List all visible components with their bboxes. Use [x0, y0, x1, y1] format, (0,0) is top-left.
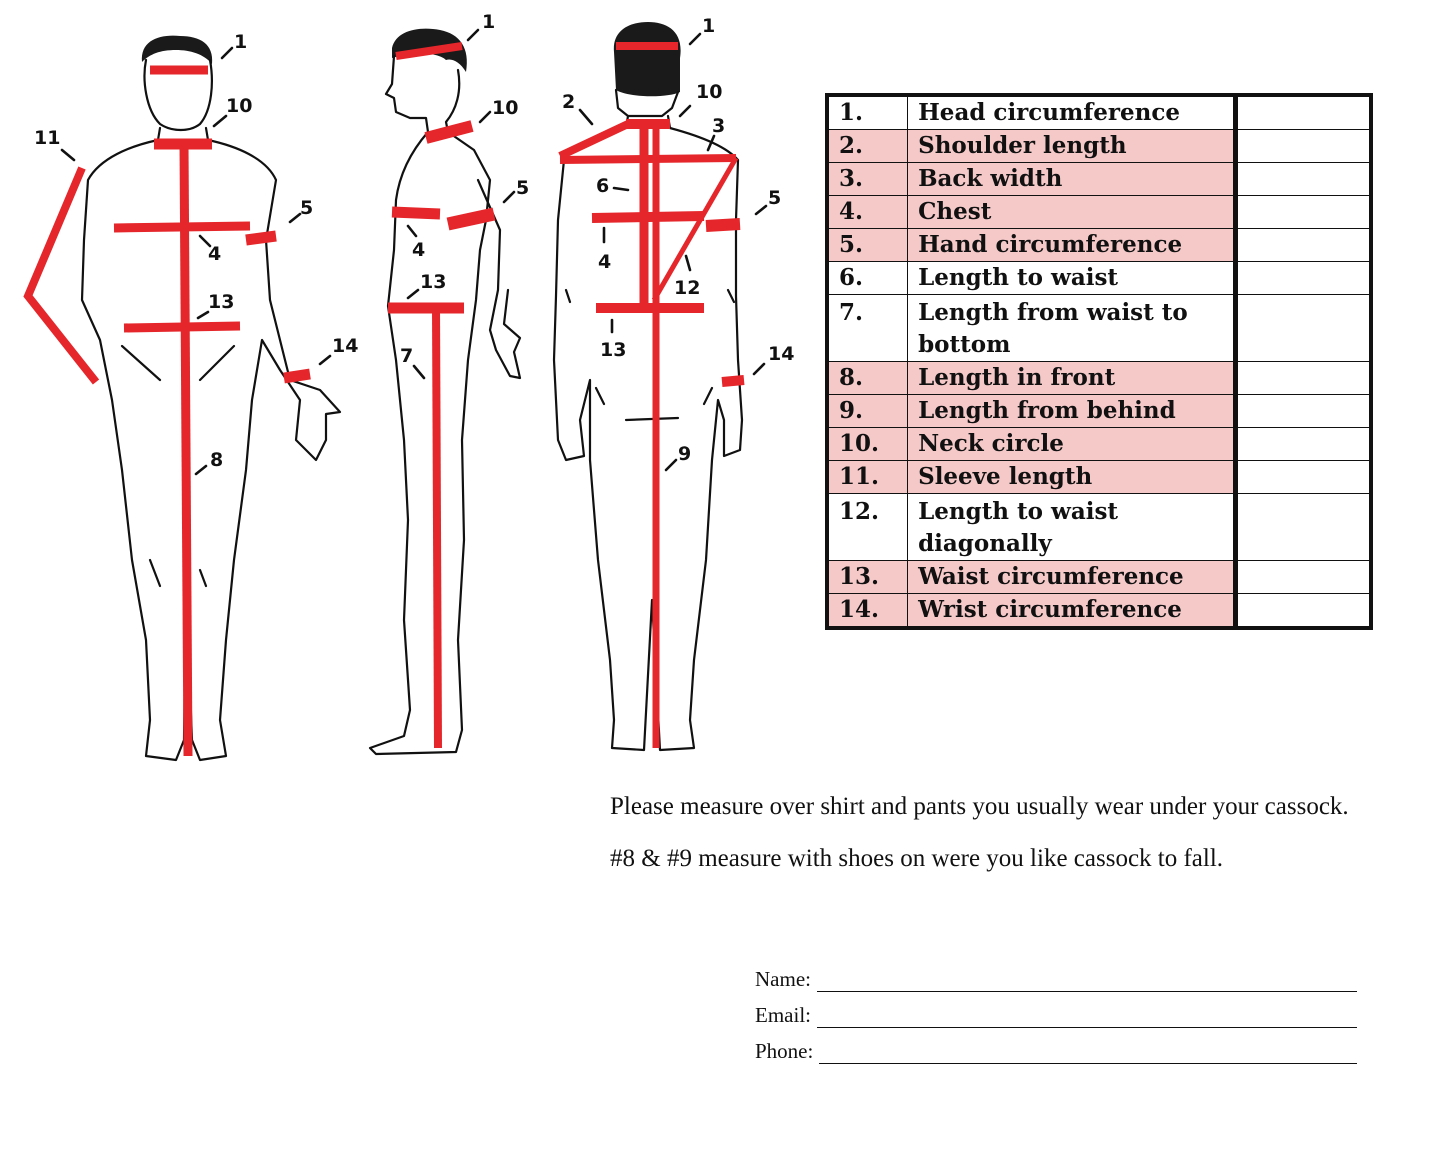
row-label: Sleeve length [908, 461, 1236, 494]
row-label: Length to waist [908, 262, 1236, 295]
row-label: Head circumference [908, 95, 1236, 130]
row-value-cell[interactable] [1236, 130, 1371, 163]
measurement-table [825, 93, 1373, 630]
callout-label: 1 [234, 31, 248, 53]
body-diagrams [0, 0, 810, 780]
table-row [827, 461, 1371, 494]
callout-label: 4 [598, 251, 612, 273]
row-number: 11. [827, 461, 908, 494]
name-label: Name: [755, 967, 811, 991]
phone-field[interactable] [819, 1045, 1357, 1064]
callout-label: 1 [702, 15, 716, 37]
front-tape-hand [246, 236, 276, 240]
instruction-over-clothes: Please measure over shirt and pants you usually wear under your cassock. [610, 793, 1349, 820]
back-hair [614, 22, 681, 96]
row-value-cell[interactable] [1236, 428, 1371, 461]
row-label: Chest [908, 196, 1236, 229]
row-value-cell[interactable] [1236, 163, 1371, 196]
row-value-cell[interactable] [1236, 561, 1371, 594]
callout-label: 10 [696, 81, 723, 103]
row-value-cell[interactable] [1236, 494, 1371, 561]
row-value-cell[interactable] [1236, 95, 1371, 130]
row-label: Shoulder length [908, 130, 1236, 163]
callout-label: 12 [674, 277, 701, 299]
callout-label: 10 [492, 97, 519, 119]
row-value-cell[interactable] [1236, 196, 1371, 229]
instruction-shoes-on: #8 & #9 measure with shoes on were you like cassock to fall. [610, 845, 1224, 872]
table-row [827, 428, 1371, 461]
callout-label: 7 [400, 345, 414, 367]
callout-label: 5 [516, 177, 530, 199]
callout-label: 3 [712, 115, 726, 137]
table-row [827, 395, 1371, 428]
callout-label: 1 [482, 11, 496, 33]
callout-label: 14 [332, 335, 359, 357]
row-number: 2. [827, 130, 908, 163]
row-number: 4. [827, 196, 908, 229]
row-number: 10. [827, 428, 908, 461]
row-number: 3. [827, 163, 908, 196]
row-label: Hand circumference [908, 229, 1236, 262]
row-label: Length to waist diagonally [908, 494, 1236, 561]
callout-label: 13 [420, 271, 447, 293]
row-value-cell[interactable] [1236, 362, 1371, 395]
table-row [827, 494, 1371, 561]
side-head [386, 56, 459, 132]
callout-label: 2 [562, 91, 576, 113]
table-row [827, 594, 1371, 629]
row-number: 1. [827, 95, 908, 130]
row-label: Waist circumference [908, 561, 1236, 594]
measurement-figure [0, 0, 810, 780]
back-tape-wrist [722, 380, 744, 382]
callout-label: 8 [210, 449, 224, 471]
row-number: 9. [827, 395, 908, 428]
row-label: Length from waist to bottom [908, 295, 1236, 362]
row-number: 8. [827, 362, 908, 395]
callout-label: 10 [226, 95, 253, 117]
front-tape-wrist [284, 374, 310, 378]
back-tape-hand [706, 224, 740, 226]
row-label: Length in front [908, 362, 1236, 395]
row-number: 6. [827, 262, 908, 295]
side-tape-chest [392, 212, 440, 214]
row-value-cell[interactable] [1236, 395, 1371, 428]
row-number: 12. [827, 494, 908, 561]
row-label: Wrist circumference [908, 594, 1236, 629]
table-row [827, 561, 1371, 594]
row-value-cell[interactable] [1236, 262, 1371, 295]
row-value-cell[interactable] [1236, 295, 1371, 362]
callout-label: 9 [678, 443, 692, 465]
table-row [827, 229, 1371, 262]
row-value-cell[interactable] [1236, 229, 1371, 262]
callout-label: 13 [208, 291, 235, 313]
back-figure [554, 15, 794, 750]
callout-label: 4 [412, 239, 426, 261]
callout-label: 5 [300, 197, 314, 219]
row-label: Neck circle [908, 428, 1236, 461]
name-row [755, 968, 1357, 992]
row-label: Back width [908, 163, 1236, 196]
email-row [755, 1004, 1357, 1028]
table-row [827, 95, 1371, 130]
row-value-cell[interactable] [1236, 594, 1371, 629]
side-tape-neck [426, 126, 472, 138]
side-figure [370, 11, 529, 754]
front-hair [142, 36, 212, 64]
table-row [827, 196, 1371, 229]
email-label: Email: [755, 1003, 811, 1027]
callout-label: 5 [768, 187, 782, 209]
phone-label: Phone: [755, 1039, 814, 1063]
callout-label: 11 [34, 127, 61, 149]
table-row [827, 362, 1371, 395]
table-row [827, 130, 1371, 163]
table-row [827, 295, 1371, 362]
back-tape-shoulder [560, 124, 628, 156]
email-field[interactable] [817, 1009, 1357, 1028]
front-tape-length [184, 144, 188, 756]
table-row [827, 262, 1371, 295]
callout-label: 14 [768, 343, 795, 365]
callout-label: 4 [208, 243, 222, 265]
row-number: 13. [827, 561, 908, 594]
row-label: Length from behind [908, 395, 1236, 428]
row-number: 5. [827, 229, 908, 262]
callout-label: 6 [596, 175, 610, 197]
front-figure [28, 31, 358, 760]
row-value-cell[interactable] [1236, 461, 1371, 494]
measurement-table-body [827, 95, 1371, 628]
side-tape-length [436, 308, 438, 748]
side-tape-hand [448, 214, 494, 224]
name-field[interactable] [817, 973, 1357, 992]
row-number: 7. [827, 295, 908, 362]
table-row [827, 163, 1371, 196]
phone-row [755, 1040, 1357, 1064]
row-number: 14. [827, 594, 908, 629]
callout-label: 13 [600, 339, 627, 361]
